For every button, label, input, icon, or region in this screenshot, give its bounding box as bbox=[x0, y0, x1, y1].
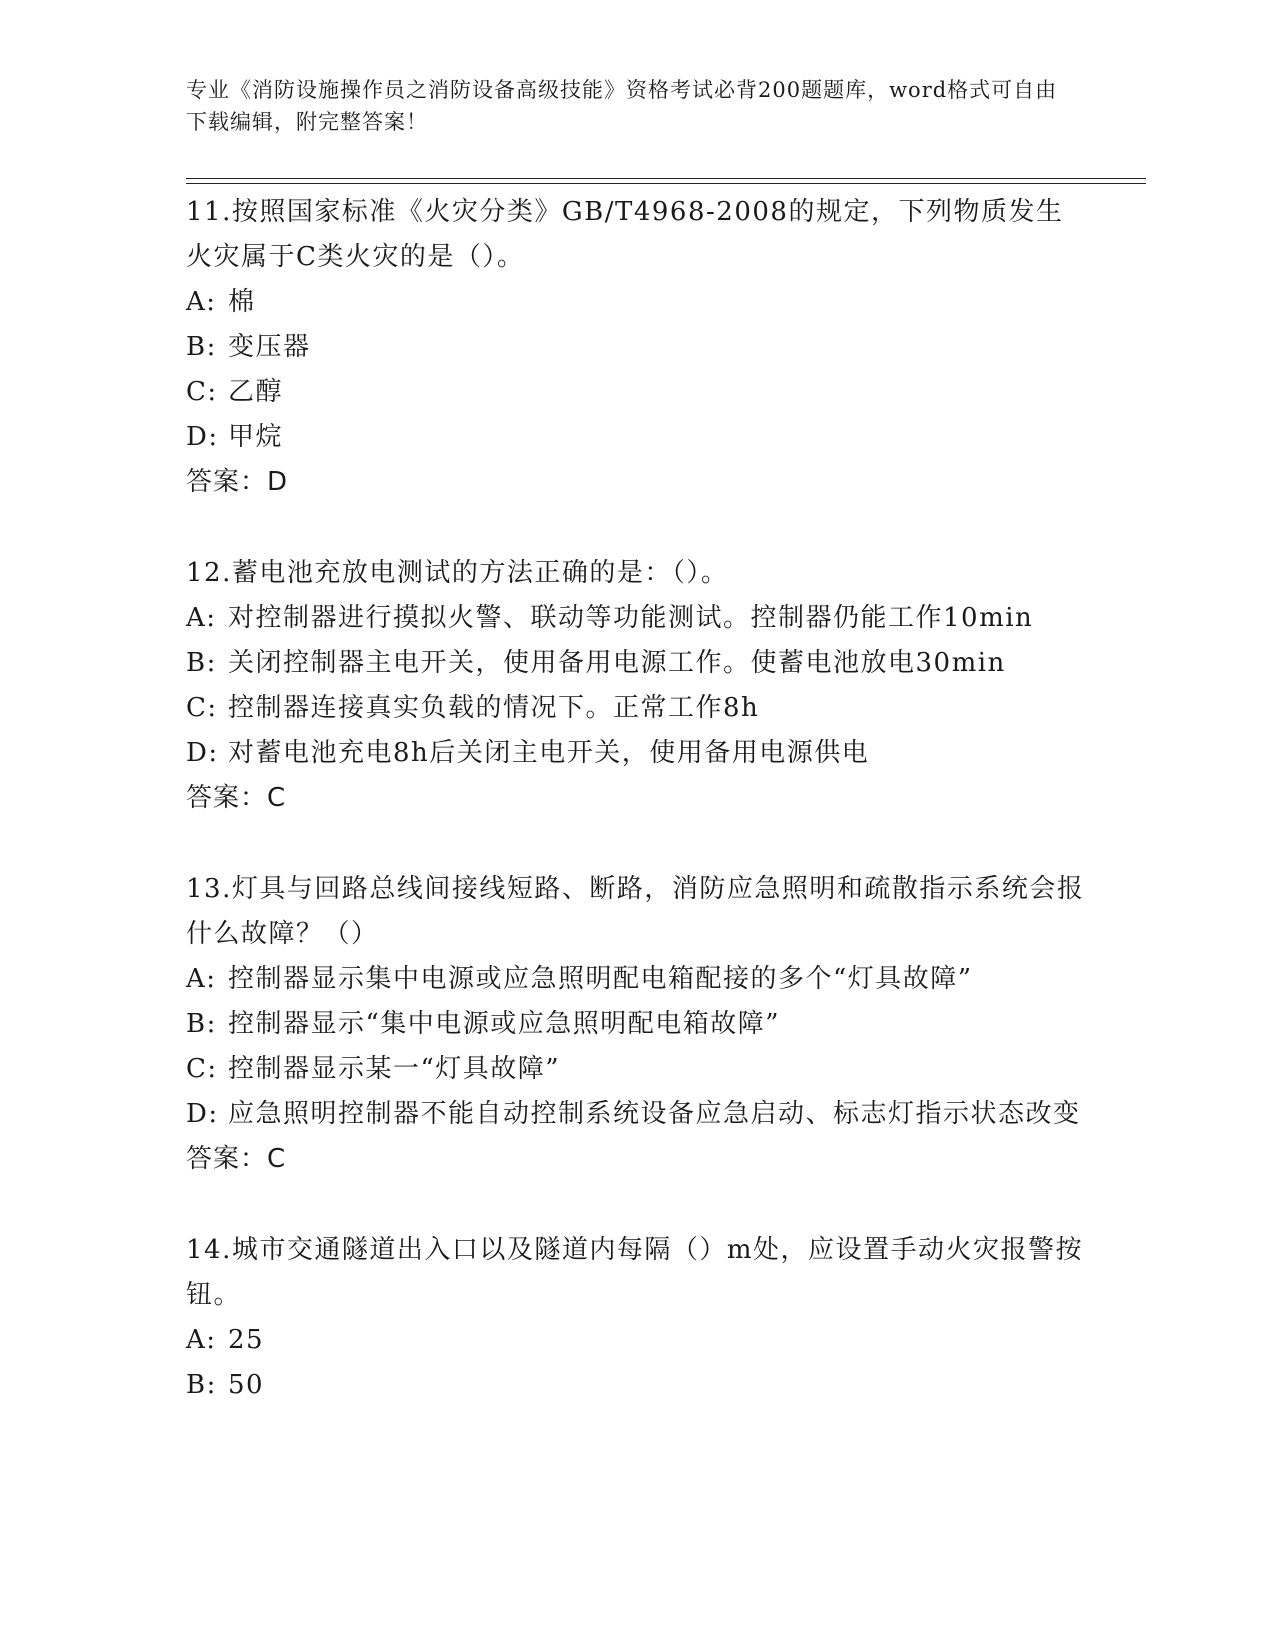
option-d bbox=[186, 731, 1086, 776]
option-c bbox=[186, 686, 1086, 731]
answer: 答案：D bbox=[186, 467, 289, 497]
header-intro: 专业《消防设施操作员之消防设备高级技能》资格考试必背200题题库，word格式可自由下载编辑，附完整答案！ bbox=[186, 78, 1058, 134]
option-letter: B: bbox=[186, 648, 217, 678]
option-letter: C: bbox=[186, 693, 218, 723]
option-text: 应急照明控制器不能自动控制系统设备应急启动、标志灯指示状态改变 bbox=[228, 1099, 1081, 1129]
option-text: 控制器显示某一“灯具故障” bbox=[228, 1054, 561, 1084]
option-letter: B: bbox=[186, 1370, 217, 1400]
answer: 答案：C bbox=[186, 1144, 287, 1174]
option-letter: C: bbox=[186, 377, 218, 407]
question-list bbox=[186, 190, 1086, 1408]
option-b bbox=[186, 641, 1086, 686]
option-text: 控制器显示“集中电源或应急照明配电箱故障” bbox=[228, 1009, 781, 1039]
option-d bbox=[186, 415, 1086, 460]
option-text: 棉 bbox=[228, 287, 256, 317]
question-text: 13.灯具与回路总线间接线短路、断路，消防应急照明和疏散指示系统会报什么故障？（） bbox=[186, 874, 1085, 949]
option-letter: B: bbox=[186, 1009, 217, 1039]
option-text: 控制器连接真实负载的情况下。正常工作8h bbox=[228, 693, 760, 723]
option-letter: D: bbox=[186, 738, 219, 768]
option-text: 乙醇 bbox=[228, 377, 284, 407]
question-text: 14.城市交通隧道出入口以及隧道内每隔（）m处，应设置手动火灾报警按钮。 bbox=[186, 1235, 1084, 1310]
option-letter: D: bbox=[186, 422, 219, 452]
option-text: 控制器显示集中电源或应急照明配电箱配接的多个“灯具故障” bbox=[228, 964, 973, 994]
option-c bbox=[186, 370, 1086, 415]
option-text: 变压器 bbox=[228, 332, 311, 362]
answer: 答案：C bbox=[186, 783, 287, 813]
option-a bbox=[186, 1318, 1086, 1363]
option-a bbox=[186, 596, 1086, 641]
option-a bbox=[186, 957, 1086, 1002]
option-text: 关闭控制器主电开关，使用备用电源工作。使蓄电池放电30min bbox=[228, 648, 1006, 678]
question-12 bbox=[186, 551, 1086, 821]
option-b bbox=[186, 325, 1086, 370]
option-text: 对蓄电池充电8h后关闭主电开关，使用备用电源供电 bbox=[228, 738, 870, 768]
option-letter: C: bbox=[186, 1054, 218, 1084]
question-13 bbox=[186, 867, 1086, 1182]
question-text: 11.按照国家标准《火灾分类》GB/T4968-2008的规定，下列物质发生火灾属于C类火灾的是（）。 bbox=[186, 197, 1064, 272]
option-c bbox=[186, 1047, 1086, 1092]
option-b bbox=[186, 1363, 1086, 1408]
question-text: 12.蓄电池充放电测试的方法正确的是：（）。 bbox=[186, 558, 729, 588]
header-rule-top bbox=[186, 178, 1146, 179]
question-14 bbox=[186, 1228, 1086, 1408]
option-letter: D: bbox=[186, 1099, 219, 1129]
question-11 bbox=[186, 190, 1086, 505]
option-text: 25 bbox=[228, 1325, 265, 1355]
option-letter: A: bbox=[186, 964, 217, 994]
option-text: 50 bbox=[228, 1370, 265, 1400]
option-text: 甲烷 bbox=[228, 422, 284, 452]
option-a bbox=[186, 280, 1086, 325]
option-b bbox=[186, 1002, 1086, 1047]
header-rule-bottom bbox=[186, 183, 1146, 184]
option-letter: A: bbox=[186, 1325, 217, 1355]
option-letter: A: bbox=[186, 287, 217, 317]
option-d bbox=[186, 1092, 1086, 1137]
option-letter: A: bbox=[186, 603, 217, 633]
option-letter: B: bbox=[186, 332, 217, 362]
option-text: 对控制器进行摸拟火警、联动等功能测试。控制器仍能工作10min bbox=[228, 603, 1034, 633]
